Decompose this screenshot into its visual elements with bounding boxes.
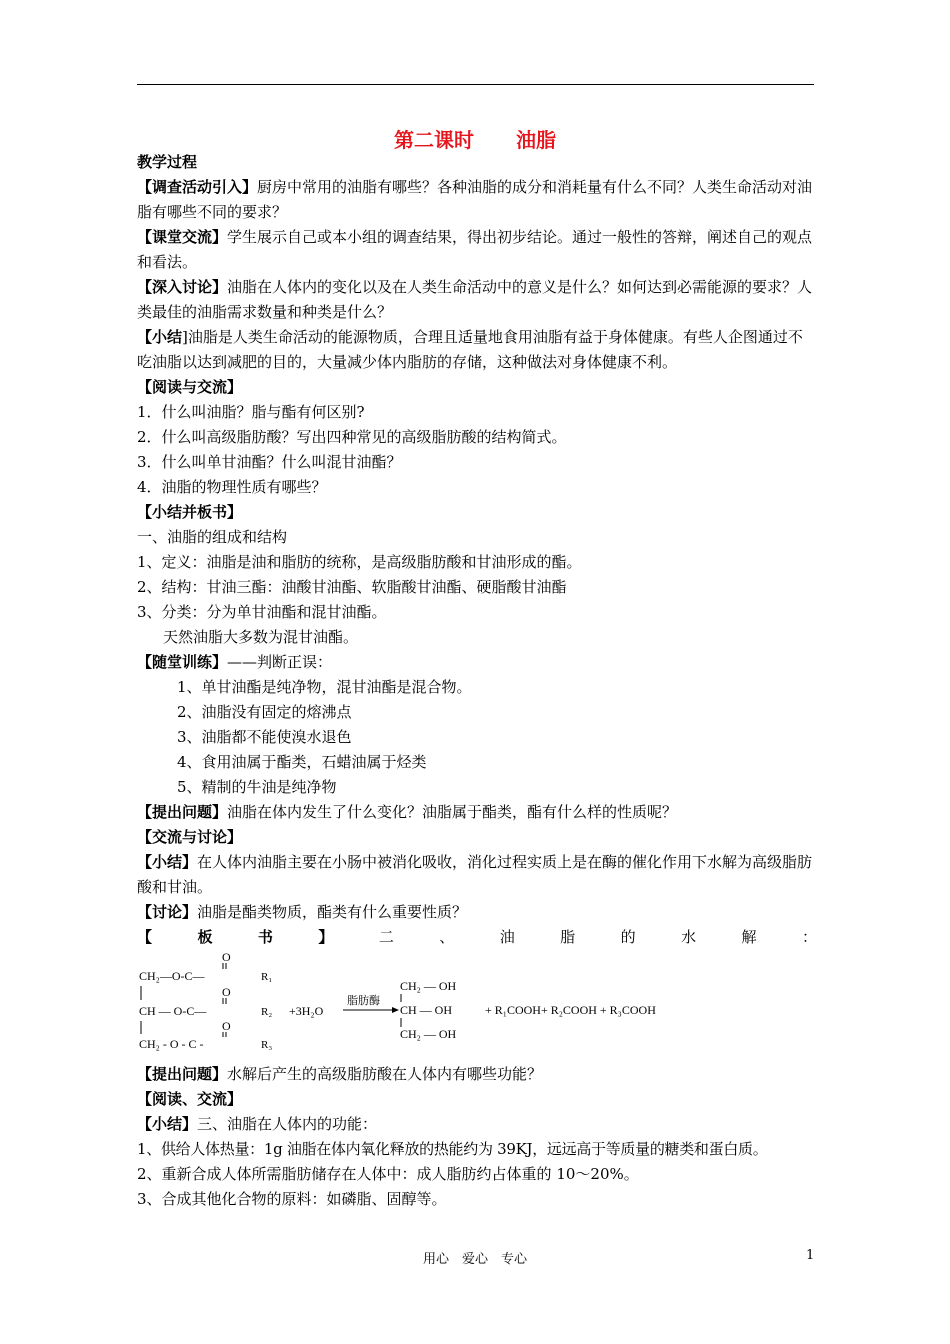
paragraph: 【调查活动引入】厨房中常用的油脂有哪些？各种油脂的成分和消耗量有什么不同？人类生命活动对油脂有哪些不同的要求？: [137, 178, 813, 221]
question-item: 3．什么叫单甘油酯？什么叫混甘油酯？: [137, 453, 402, 471]
summary-line: 2、结构：甘油三酯：油酸甘油酯、软脂酸甘油酯、硬脂酸甘油酯: [137, 578, 567, 596]
function-item: 3、合成其他化合物的原料：如磷脂、固醇等。: [137, 1190, 447, 1208]
summary-line: 1、定义：油脂是油和脂肪的统称，是高级脂肪酸和甘油形成的酯。: [137, 553, 582, 571]
paragraph: 【小结】三、油脂在人体内的功能：: [137, 1115, 378, 1133]
title-topic: 油脂: [516, 128, 556, 152]
carbonyl-o-2: O: [222, 985, 231, 999]
page-title: [0, 124, 950, 153]
summary-line: 天然油脂大多数为混甘油酯。: [163, 628, 359, 646]
exercise-item: 3、油脂都不能使溴水退色: [177, 728, 352, 746]
title-lesson: 第二课时: [394, 128, 474, 152]
function-item: 1、供给人体热量：1g 油脂在体内氧化释放的热能约为 39KJ，远远高于等质量的糖类和蛋白质。: [137, 1140, 768, 1158]
section-heading: 教学过程: [137, 153, 198, 171]
enzyme-label: 脂肪酶: [347, 995, 380, 1007]
equation-figure: [137, 952, 817, 1052]
board-heading: 【 板 书 】 二 、 油 脂 的 水 解 ：: [137, 928, 817, 946]
paragraph: 【课堂交流】学生展示自己或本小组的调查结果，得出初步结论。通过一般性的答辩，阐述自己的观点和看法。: [137, 228, 813, 271]
function-item: 2、重新合成人体所需脂肪储存在人体中：成人脂肪约占体重的 10～20%。: [137, 1165, 639, 1183]
r2-label: R₂: [261, 1006, 273, 1018]
page-number: 1: [806, 1248, 815, 1263]
hydrolysis-equation: [137, 952, 817, 1052]
exercise-item: 5、精制的牛油是纯净物: [177, 778, 337, 796]
ch-mid: CH — O-C—: [139, 1004, 207, 1018]
summary-line: 一、油脂的组成和结构: [137, 528, 288, 546]
section-heading: 【交流与讨论】: [137, 828, 243, 846]
lesson-content: [137, 150, 817, 1212]
arrow-head: [392, 1007, 399, 1013]
exercise-item: 4、食用油属于酯类，石蜡油属于烃类: [177, 753, 427, 771]
paragraph: 【讨论】油脂是酯类物质，酯类有什么重要性质？: [137, 903, 468, 921]
summary-line: 3、分类：分为单甘油酯和混甘油酯。: [137, 603, 387, 621]
glycerol-mid: CH — OH: [400, 1003, 453, 1017]
exercise-item: 1、单甘油酯是纯净物，混甘油酯是混合物。: [177, 678, 472, 696]
paragraph: 【提出问题】水解后产生的高级脂肪酸在人体内有哪些功能？: [137, 1065, 543, 1083]
ch2-top: CH₂—O-C—: [139, 969, 205, 983]
carbonyl-o-3: O: [222, 1019, 231, 1033]
section-heading: 【小结并板书】: [137, 503, 243, 521]
glycerol-top: CH₂ — OH: [400, 979, 457, 993]
fatty-acids: + R₁COOH+ R₂COOH + R₃COOH: [485, 1003, 656, 1017]
question-item: 4．油脂的物理性质有哪些？: [137, 478, 327, 496]
header-rule: [137, 84, 814, 85]
paragraph: 【提出问题】油脂在体内发生了什么变化？油脂属于酯类，酯有什么样的性质呢？: [137, 803, 678, 821]
paragraph: 【小结】在人体内油脂主要在小肠中被消化吸收，消化过程实质上是在酶的催化作用下水解为高级脂肪酸和甘油。: [137, 853, 813, 896]
section-heading: 【阅读、交流】: [137, 1090, 243, 1108]
page-footer: 用心 爱心 专心: [422, 1252, 527, 1267]
r3-label: R₃: [261, 1039, 273, 1051]
paragraph: 【小结]油脂是人类生命活动的能源物质，合理且适量地食用油脂有益于身体健康。有些人企图通过不吃油脂以达到减肥的目的，大量减少体内脂肪的存储，这种做法对身体健康不利。: [137, 328, 803, 371]
carbonyl-o-1: O: [222, 952, 231, 964]
r1-label: R₁: [261, 971, 273, 983]
paragraph: 【深入讨论】油脂在人体内的变化以及在人类生命活动中的意义是什么？如何达到必需能源的要求？人类最佳的油脂需求数量和种类是什么？: [137, 278, 813, 321]
paragraph: 【随堂训练】——判断正误：: [137, 653, 333, 671]
water-term: +3H₂O: [289, 1004, 324, 1018]
glycerol-bottom: CH₂ — OH: [400, 1027, 457, 1041]
question-item: 2．什么叫高级脂肪酸？写出四种常见的高级脂肪酸的结构简式。: [137, 428, 567, 446]
exercise-item: 2、油脂没有固定的熔沸点: [177, 703, 352, 721]
question-item: 1．什么叫油脂？脂与酯有何区别?: [137, 403, 365, 421]
section-heading: 【阅读与交流】: [137, 378, 243, 396]
ch2-bottom: CH₂ - O - C -: [139, 1037, 204, 1051]
